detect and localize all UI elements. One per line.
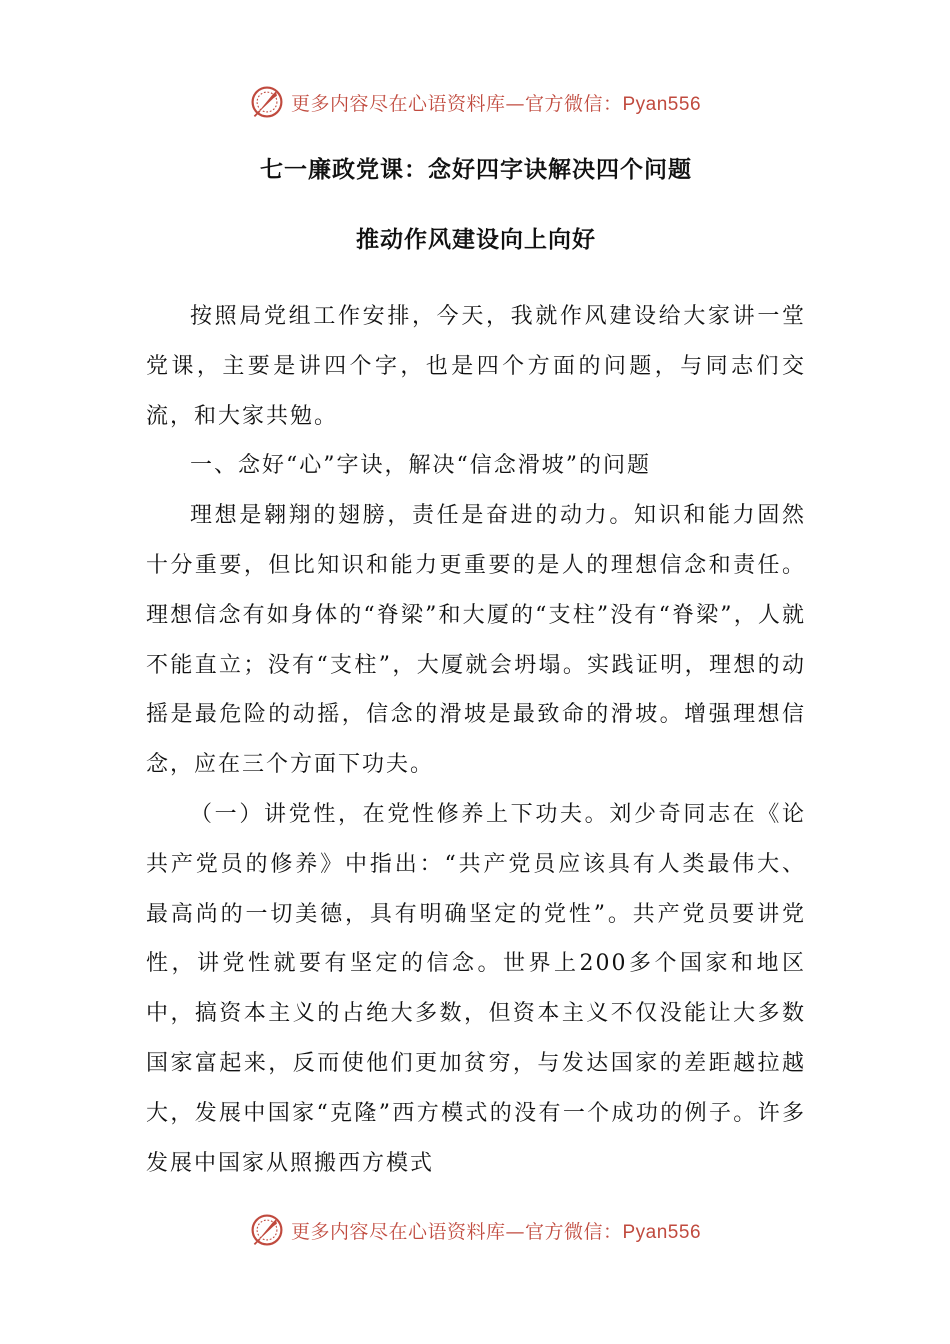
document-title-line-1: 七一廉政党课：念好四字诀解决四个问题: [260, 156, 692, 183]
document-title-line-2: 推动作风建设向上向好: [356, 226, 596, 253]
document-text: [146, 292, 806, 1188]
quill-pen-seal-icon: [249, 1212, 285, 1248]
paragraph-party-spirit: （一）讲党性，在党性修养上下功夫。刘少奇同志在《论共产党员的修养》中指出：“共产党员应该具有人类最伟大、最高尚的一切美德，具有明确坚定的党性”。共产党员要讲党性，讲党性就要有坚定的信念。世界上200多个国家和地区中，搞资本主义的占绝大多数，但资本主义不仅没能让大多数国家富起来，反而使他们更加贫穷，与发达国家的差距越拉越大，发展中国家“克隆”西方模式的没有一个成功的例子。许多发展中国家从照搬西方模式: [146, 801, 806, 1176]
footer-watermark: [0, 1210, 950, 1250]
section-heading-1: 一、念好“心”字诀，解决“信念滑坡”的问题: [190, 453, 651, 479]
watermark-text: 更多内容尽在心语资料库—官方微信：Pyan556: [290, 1220, 702, 1243]
quill-pen-seal-icon: [249, 84, 285, 120]
watermark-text: 更多内容尽在心语资料库—官方微信：Pyan556: [290, 92, 702, 115]
paragraph-intro: 按照局党组工作安排，今天，我就作风建设给大家讲一堂党课，主要是讲四个字，也是四个方面的问题，与同志们交流，和大家共勉。: [146, 304, 806, 429]
header-watermark: [0, 82, 950, 122]
wechat-account: Pyan556: [622, 93, 702, 115]
paragraph-ideals: 理想是翱翔的翅膀，责任是奋进的动力。知识和能力固然十分重要，但比知识和能力更重要的是人的理想信念和责任。理想信念有如身体的“脊梁”和大厦的“支柱”没有“脊梁”，人就不能直立；没有“支柱”，大厦就会坍塌。实践证明，理想的动摇是最危险的动摇，信念的滑坡是最致命的滑坡。增强理想信念，应在三个方面下功夫。: [146, 503, 806, 778]
document-body: [146, 148, 806, 1188]
wechat-account: Pyan556: [622, 1221, 702, 1243]
